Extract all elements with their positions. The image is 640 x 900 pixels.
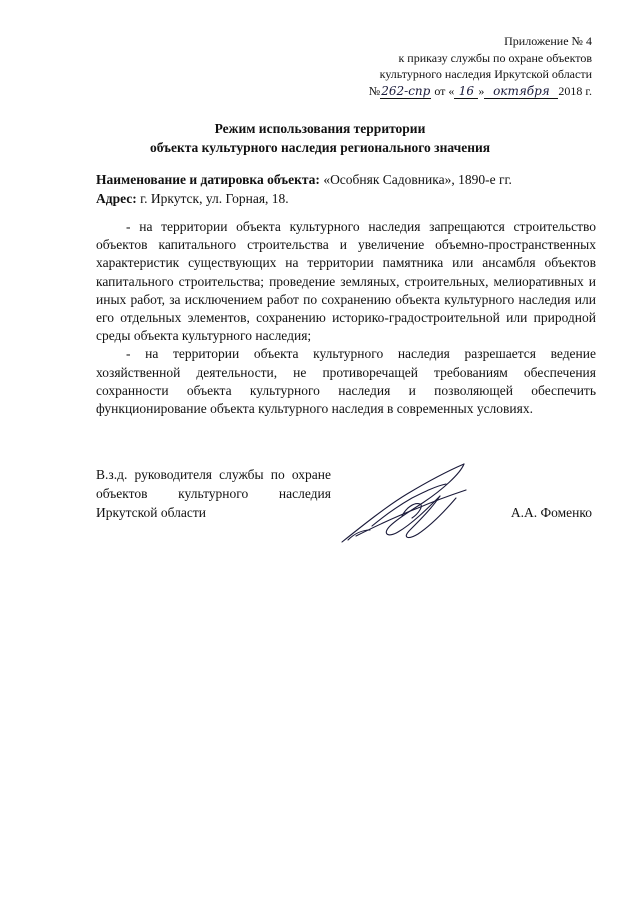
object-address-label: Адрес: — [96, 191, 137, 206]
regime-text — [96, 218, 596, 418]
appendix-authority: культурного наследия Иркутской области — [379, 67, 592, 81]
order-month-handwritten: октября — [484, 85, 558, 99]
paragraph-permissions: - на территории объекта культурного наследия разрешается ведение хозяйственной деятельности, не противоречащей требованиям обеспечения сохранности объекта культурного наследия и позволяющей обеспечить функционирование объекта культурного наследия в современных условиях. — [96, 346, 596, 417]
appendix-order-ref: к приказу службы по охране объектов — [398, 50, 592, 65]
order-date-close: » — [478, 83, 485, 98]
appendix-header — [369, 33, 592, 99]
order-number-handwritten: 262-спр — [381, 83, 431, 98]
order-date-open: от « — [434, 83, 455, 98]
object-name-label: Наименование и датировка объекта: — [96, 172, 320, 187]
object-address-row — [96, 189, 596, 208]
appendix-order-line — [369, 83, 592, 100]
object-address-value: г. Иркутск, ул. Горная, 18. — [140, 191, 289, 206]
appendix-number: Приложение № 4 — [504, 34, 592, 48]
object-info — [96, 170, 596, 208]
order-day-handwritten: 16 — [454, 85, 478, 99]
signatory-name: А.А. Фоменко — [510, 505, 592, 520]
object-name-row — [96, 170, 596, 189]
order-year: 2018 г. — [558, 83, 592, 98]
object-name-value: «Особняк Садовника», 1890-е гг. — [323, 172, 512, 187]
document-title — [0, 119, 640, 157]
signatory-position: В.з.д. руководителя службы по охране объектов культурного наследия Иркутской области — [96, 467, 331, 520]
title-line-2: объекта культурного наследия регионального значения — [149, 140, 491, 155]
paragraph-prohibitions: - на территории объекта культурного наследия запрещаются строительство объектов капитального строительства и увеличение объемно-пространственных характеристик существующих на территории памятника или ансамбля объектов капитального строительства; проведение земляных, строительных, мелиоративных и иных работ, за исключением работ по сохранению объекта культурного наследия или его отдельных элементов, сохранению историко-градостроительной или природной среды объекта культурного наследия; — [96, 219, 596, 344]
order-number-prefix: № — [368, 83, 381, 98]
handwritten-signature — [332, 456, 482, 556]
title-line-1: Режим использования территории — [214, 121, 426, 136]
